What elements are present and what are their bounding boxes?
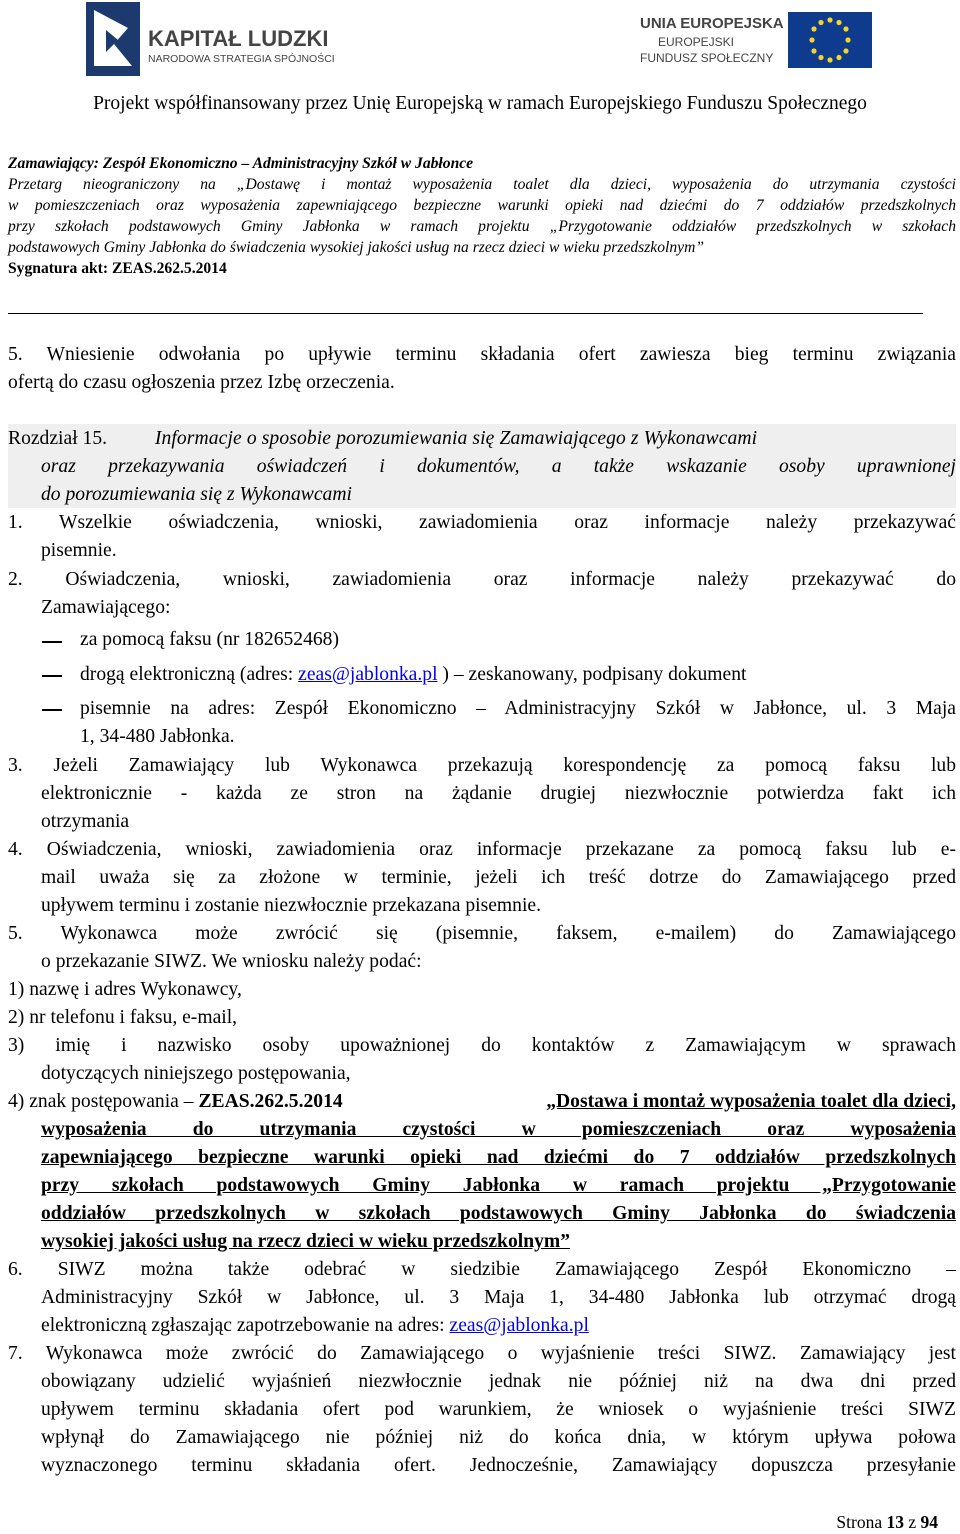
page-footer xyxy=(836,1512,938,1533)
request-item-4 xyxy=(8,1088,956,1116)
request-item-2: 2) nr telefonu i faksu, e-mail, xyxy=(8,1007,238,1028)
item-2 xyxy=(8,566,956,594)
request-item-3-line-2: dotyczących niniejszego postępowania, xyxy=(41,1063,351,1084)
document-header xyxy=(8,153,956,279)
siwz-email-link[interactable]: zeas@jablonka.pl xyxy=(449,1315,589,1336)
contact-post-line-2: 1, 34-480 Jabłonka. xyxy=(80,726,235,747)
item-1-line-1: 1. Wszelkie oświadczenia, wnioski, zawiadomienia oraz informacje należy przekazywać xyxy=(8,512,956,533)
item-5-line-2: o przekazanie SIWZ. We wniosku należy podać: xyxy=(41,951,422,972)
kapital-ludzki-logo xyxy=(84,0,335,78)
email-link[interactable]: zeas@jablonka.pl xyxy=(298,664,438,685)
para-5-line-1: 5. Wniesienie odwołania po upływie terminu składania ofert zawiesza bieg terminu związania xyxy=(8,344,956,365)
item-7-line-3: upływem terminu składania ofert pod warunkiem, że wniosek o wyjaśnienie treści SIWZ xyxy=(41,1399,956,1420)
przetarg-line-3: przy szkołach podstawowych Gminy Jabłonka w ramach projektu „Przygotowanie oddziałów przedszkolnych w szkołach xyxy=(8,218,956,235)
ue-title: UNIA EUROPEJSKA xyxy=(640,15,784,32)
item-7-line-5: wyznaczonego terminu składania ofert. Jednocześnie, Zamawiający dopuszcza przesyłanie xyxy=(41,1455,956,1476)
item-6-line-3-pre: elektroniczną zgłaszając zapotrzebowanie na adres: xyxy=(41,1315,450,1336)
contact-fax xyxy=(80,626,956,654)
ue-line2: EUROPEJSKI xyxy=(658,35,735,49)
case-title-line-1: „Dostawa i montaż wyposażenia toalet dla dzieci, xyxy=(546,1091,956,1112)
dash-bullet-1 xyxy=(42,641,62,643)
footer-page-number: 13 xyxy=(886,1512,904,1532)
chapter-title-rest xyxy=(41,453,956,509)
dash-bullet-2 xyxy=(42,675,62,677)
case-title-line-4: przy szkołach podstawowych Gminy Jabłonka w ramach projektu „Przygotowanie xyxy=(41,1175,956,1196)
request-list xyxy=(8,976,956,1060)
item-6-line-1: 6. SIWZ można także odebrać w siedzibie Zamawiającego Zespół Ekonomiczno – xyxy=(8,1259,956,1280)
request-item-3-line-1: 3) imię i nazwisko osoby upoważnionej do kontaktów z Zamawiającym w sprawach xyxy=(8,1035,956,1056)
header-logos xyxy=(0,0,960,92)
contact-email-post: ) – zeskanowany, podpisany dokument xyxy=(437,664,747,685)
case-title-line-3: zapewniającego bezpieczne warunki opieki nad dziećmi do 7 oddziałów przedszkolnych xyxy=(41,1147,956,1168)
contact-post-line-1: pisemnie na adres: Zespół Ekonomiczno – Administracyjny Szkół w Jabłonce, ul. 3 Maja xyxy=(80,698,956,719)
item-1-cont xyxy=(41,537,956,565)
contact-email-pre: drogą elektroniczną (adres: xyxy=(80,664,299,685)
item-7-line-2: obowiązany udzielić wyjaśnień niezwłocznie jednak nie później niż na dwa dni przed xyxy=(41,1371,956,1392)
item-1-line-2: pisemnie. xyxy=(41,540,117,561)
item-4-cont xyxy=(41,864,956,920)
item-2-line-1: 2. Oświadczenia, wnioski, zawiadomienia oraz informacje należy przekazywać do xyxy=(8,569,956,590)
case-title-line-6: wysokiej jakości usług na rzecz dzieci w wieku przedszkolnym” xyxy=(41,1231,571,1252)
item-4-line-3: upływem terminu i zostanie niezwłocznie przekazana pisemnie. xyxy=(41,895,541,916)
para-5 xyxy=(8,341,956,397)
item-5 xyxy=(8,920,956,948)
item-3-cont xyxy=(41,780,956,836)
item-3 xyxy=(8,752,956,780)
kl-subtitle: NARODOWA STRATEGIA SPÓJNOŚCI xyxy=(148,53,335,65)
case-number: ZEAS.262.5.2014 xyxy=(198,1091,343,1112)
item-2-line-2: Zamawiającego: xyxy=(41,597,171,618)
header-separator xyxy=(8,313,923,314)
request-item-1: 1) nazwę i adres Wykonawcy, xyxy=(8,979,242,1000)
item-4-line-2: mail uważa się za złożone w terminie, jeżeli ich treść dotrze do Zamawiającego przed xyxy=(41,867,956,888)
request-item-3-cont xyxy=(41,1060,956,1088)
item-2-cont xyxy=(41,594,956,622)
item-3-line-3: otrzymania xyxy=(41,811,130,832)
contact-post xyxy=(80,695,956,751)
przetarg-line-2: w pomieszczeniach oraz wyposażenia zapewniającego bezpieczne warunki opieki nad dziećmi do 7 oddziałów przedszkolnych xyxy=(8,197,956,214)
item-7 xyxy=(8,1340,956,1368)
sygnatura-line: Sygnatura akt: ZEAS.262.5.2014 xyxy=(8,260,227,277)
chapter-title-line-3: do porozumiewania się z Wykonawcami xyxy=(41,484,352,505)
case-title-line-2: wyposażenia do utrzymania czystości w pomieszczeniach oraz wyposażenia xyxy=(41,1119,956,1140)
contact-email xyxy=(80,661,956,689)
item-6 xyxy=(8,1256,956,1284)
zamawiajacy-line: Zamawiający: Zespół Ekonomiczno – Administracyjny Szkół w Jabłonce xyxy=(8,155,474,172)
para-5-line-2: ofertą do czasu ogłoszenia przez Izbę orzeczenia. xyxy=(8,372,395,393)
item-7-line-1: 7. Wykonawca może zwrócić do Zamawiającego o wyjaśnienie treści SIWZ. Zamawiający jest xyxy=(8,1343,956,1364)
footer-z: z xyxy=(908,1512,917,1532)
item-5-cont xyxy=(41,948,956,976)
item-6-line-2: Administracyjny Szkół w Jabłonce, ul. 3 Maja 1, 34-480 Jabłonka lub otrzymać drogą xyxy=(41,1287,956,1308)
item-3-line-1: 3. Jeżeli Zamawiający lub Wykonawca przekazują korespondencję za pomocą faksu lub xyxy=(8,755,956,776)
contact-fax-text: za pomocą faksu (nr 182652468) xyxy=(80,629,339,650)
case-title-line-5: oddziałów przedszkolnych w szkołach podstawowych Gminy Jabłonka do świadczenia xyxy=(41,1203,956,1224)
item-4 xyxy=(8,836,956,864)
item-6-cont xyxy=(41,1284,956,1340)
project-cofinancing-line: Projekt współfinansowany przez Unię Europejską w ramach Europejskiego Funduszu Społecznego xyxy=(93,93,867,114)
item-7-cont xyxy=(41,1368,956,1480)
chapter-title-line-1: Informacje o sposobie porozumiewania się Zamawiającego z Wykonawcami xyxy=(154,428,758,449)
item-4-line-1: 4. Oświadczenia, wnioski, zawiadomienia oraz informacje przekazane za pomocą faksu lub e- xyxy=(8,839,956,860)
footer-strona: Strona xyxy=(836,1512,883,1532)
przetarg-line-1: Przetarg nieograniczony na „Dostawę i montaż wyposażenia toalet dla dzieci, wyposażenia do utrzymania czystości xyxy=(8,176,956,193)
chapter-15-heading xyxy=(8,425,956,453)
chapter-title-line-2: oraz przekazywania oświadczeń i dokumentów, a także wskazanie osoby uprawnionej xyxy=(41,456,956,477)
dash-bullet-3 xyxy=(42,709,62,711)
item-1 xyxy=(8,509,956,537)
kl-title: KAPITAŁ LUDZKI xyxy=(148,26,329,51)
przetarg-line-4: podstawowych Gminy Jabłonka do świadczenia wysokiej jakości usług na rzecz dzieci w wieku przedszkolnym” xyxy=(8,239,705,256)
request-item-4-pre: 4) znak postępowania – xyxy=(8,1091,199,1112)
item-3-line-2: elektronicznie - każda ze stron na żądanie drugiej niezwłocznie potwierdza fakt ich xyxy=(41,783,956,804)
case-title-cont xyxy=(41,1116,956,1256)
ue-efs-logo xyxy=(630,8,880,72)
item-5-line-1: 5. Wykonawca może zwrócić się (pisemnie, faksem, e-mailem) do Zamawiającego xyxy=(8,923,956,944)
chapter-label: Rozdział 15. xyxy=(8,428,108,449)
footer-total-pages: 94 xyxy=(920,1512,938,1532)
item-7-line-4: wpłynął do Zamawiającego nie później niż do końca dnia, w którym upływa połowa xyxy=(41,1427,956,1448)
ue-line3: FUNDUSZ SPOŁECZNY xyxy=(640,51,774,65)
